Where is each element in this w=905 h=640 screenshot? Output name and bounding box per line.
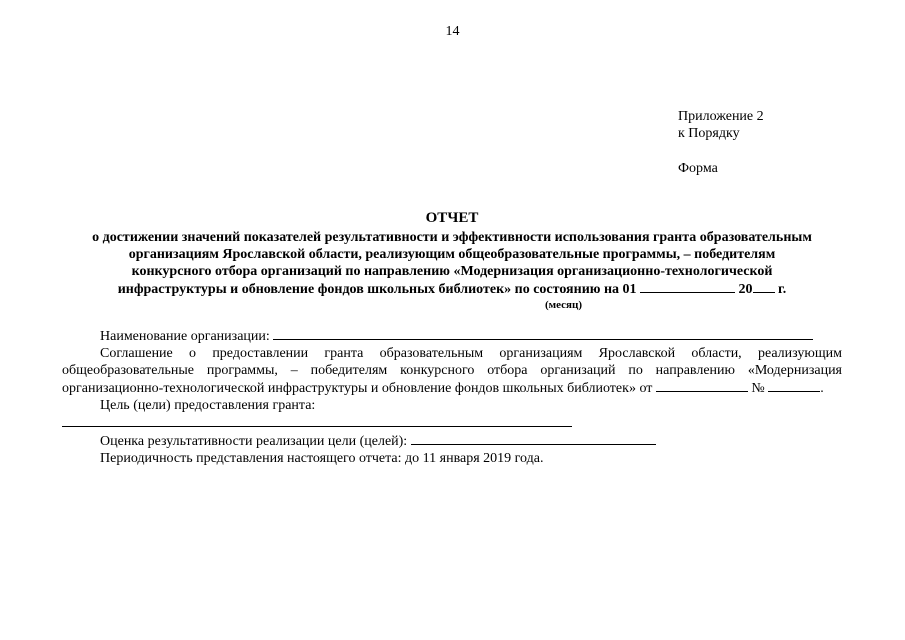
appendix-line: к Порядку — [678, 126, 740, 141]
month-blank-field[interactable] — [640, 280, 735, 293]
report-body — [62, 327, 842, 467]
month-note: (месяц) — [545, 299, 583, 311]
evaluation-field[interactable] — [411, 432, 656, 445]
report-subtitle-line: конкурсного отбора организаций по направлению «Модернизация организационно-технологической — [131, 264, 773, 279]
appendix-block — [678, 108, 764, 177]
org-name-label: Наименование организации: — [100, 329, 270, 344]
evaluation-row — [62, 432, 842, 450]
report-title: ОТЧЕТ — [425, 210, 479, 226]
number-sign: № — [751, 381, 765, 396]
purpose-field[interactable] — [62, 414, 572, 427]
agreement-number-field[interactable] — [768, 379, 820, 392]
purpose-label: Цель (цели) предоставления гранта: — [100, 398, 316, 413]
year-blank-field[interactable] — [753, 280, 775, 293]
report-subtitle-line — [62, 280, 842, 298]
org-name-field[interactable] — [273, 327, 813, 340]
report-subtitle-line: организациям Ярославской области, реализующим общеобразовательные программы, – победителям — [128, 247, 776, 262]
year-prefix: 20 — [738, 282, 753, 297]
form-label: Форма — [678, 161, 718, 176]
org-name-row — [62, 327, 842, 345]
report-subtitle-line: о достижении значений показателей результативности и эффективности использования гранта образовательным — [92, 230, 812, 245]
report-subtitle-text: инфраструктуры и обновление фондов школьных библиотек» по состоянию на 01 — [117, 282, 637, 297]
appendix-line: Приложение 2 — [678, 109, 764, 124]
agreement-text: Соглашение о предоставлении гранта образовательным организациям Ярославской области, реализующим общеобразовательные программы, – победителям конкурсного отбора организаций по направлению «Модернизация организационно-технологической инфраструктуры и обновление фондов школьных библиотек» от — [62, 346, 842, 396]
year-suffix: г. — [778, 282, 787, 297]
periodicity-text: Периодичность представления настоящего отчета: до 11 января 2019 года. — [100, 451, 544, 466]
page-number: 14 — [445, 24, 460, 39]
purpose-row — [62, 414, 842, 432]
agreement-paragraph: Соглашение о предоставлении гранта образовательным организациям Ярославской области, реализующим общеобразовательные программы, – победителям конкурсного отбора организаций по направлению «Модернизация организационно-технологической инфраструктуры и обновление фондов школьных библиотек» от № . — [62, 346, 842, 396]
agreement-date-field[interactable] — [656, 379, 748, 392]
evaluation-label: Оценка результативности реализации цели (целей): — [100, 434, 408, 449]
report-title-block — [62, 210, 842, 298]
